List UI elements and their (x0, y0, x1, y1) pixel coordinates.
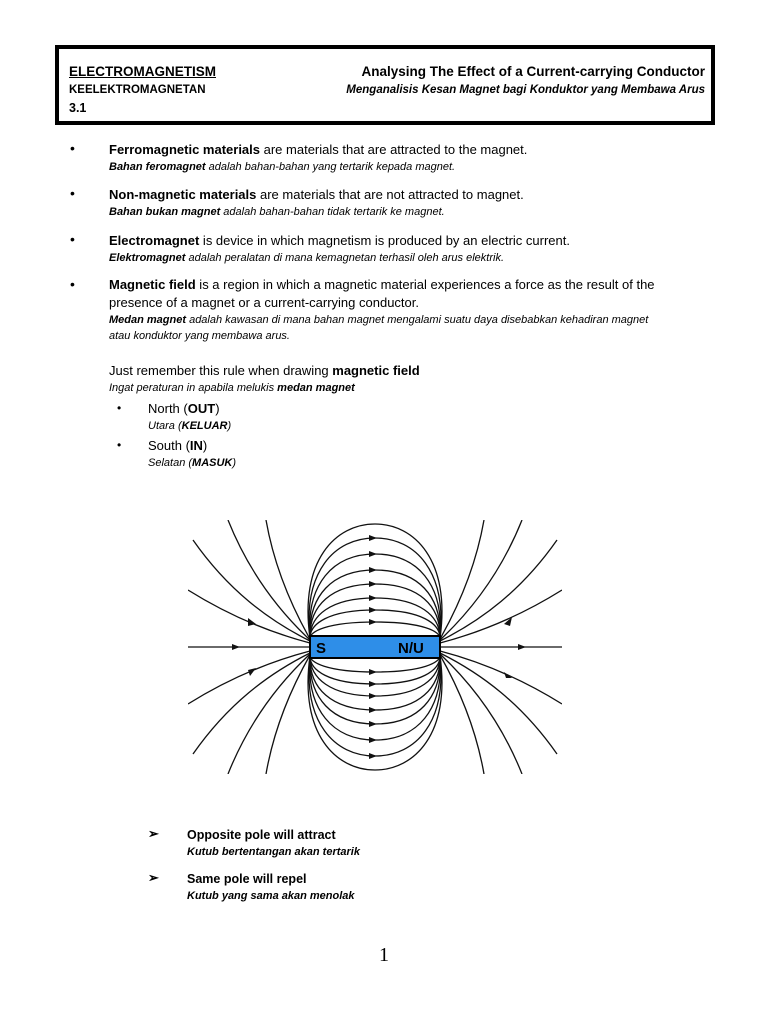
definition-text: are materials that are attracted to the magnet. (260, 142, 528, 157)
definition-text-my: adalah kawasan di mana bahan magnet mengalami suatu daya disebabkan kehadiran magnet atau konduktor yang membawa arus. (109, 314, 649, 342)
definition-electromagnet (109, 232, 689, 266)
bullet-icon: • (70, 276, 75, 292)
rule-intro-my: Ingat peraturan in apabila melukis (109, 382, 278, 394)
bullet-icon: • (70, 140, 75, 156)
term-my: Elektromagnet (109, 252, 186, 264)
rule-text-end: ) (202, 438, 208, 453)
rule-intro: Just remember this rule when drawing (109, 363, 333, 378)
bullet-icon: • (70, 185, 75, 201)
rule-bold-my: MASUK (192, 457, 233, 469)
rule-text-end: ) (215, 401, 220, 416)
term-my: Bahan feromagnet (109, 161, 206, 173)
term: Non-magnetic materials (109, 187, 257, 202)
rule-south (148, 437, 236, 471)
rule-intro-bold: magnetic field (332, 363, 420, 378)
term: Magnetic field (109, 277, 196, 292)
header-box (55, 45, 715, 125)
south-pole-label: S (316, 640, 327, 657)
rule-bold: IN (189, 438, 203, 453)
rule-text-my-end: ) (227, 420, 232, 432)
topic-title: ELECTROMAGNETISM (69, 64, 216, 79)
term: Electromagnet (109, 233, 200, 248)
page-number: 1 (379, 944, 389, 966)
definition-text-my: adalah bahan-bahan yang tertarik kepada magnet. (205, 161, 456, 173)
rule-text: North ( (148, 401, 188, 416)
header-left (69, 63, 216, 117)
rule-bold-my: KELUAR (181, 420, 228, 432)
definition-text-my: adalah bahan-bahan tidak tertarik ke magnet. (220, 206, 445, 218)
drawing-rule (109, 362, 420, 396)
rule-text-my-end: ) (232, 457, 237, 469)
lesson-title: Analysing The Effect of a Current-carrying Conductor (361, 64, 705, 79)
rule-text-my: Utara ( (148, 420, 182, 432)
definition-text: is a region in which a magnetic material experiences a force as the result of the presence of a magnet or a current-carrying conductor. (109, 277, 655, 310)
pole-rule-text: Same pole will repel (187, 872, 307, 886)
section-number: 3.1 (69, 101, 87, 115)
pole-rule-text: Opposite pole will attract (187, 828, 336, 842)
rule-bold: OUT (187, 401, 216, 416)
lesson-title-my: Menganalisis Kesan Magnet bagi Konduktor yang Membawa Arus (346, 84, 705, 96)
pole-rule-text-my: Kutub bertentangan akan tertarik (187, 846, 360, 858)
topic-title-my: KEELEKTROMAGNETAN (69, 84, 206, 96)
magnetic-field-diagram (188, 520, 562, 774)
rule-text: South ( (148, 438, 190, 453)
definition-text: are materials that are not attracted to magnet. (256, 187, 524, 202)
definition-text-my: adalah peralatan di mana kemagnetan terhasil oleh arus elektrik. (185, 252, 505, 264)
definition-ferromagnetic (109, 141, 689, 175)
field-lines-svg (188, 520, 562, 774)
definition-text: is device in which magnetism is produced by an electric current. (199, 233, 570, 248)
term-my: Bahan bukan magnet (109, 206, 221, 218)
bullet-icon: • (117, 401, 122, 415)
rule-north (148, 400, 231, 434)
bullet-icon: • (117, 438, 122, 452)
term-my: Medan magnet (109, 314, 187, 326)
definition-magnetic-field (109, 276, 669, 344)
pole-rule-text-my: Kutub yang sama akan menolak (187, 890, 355, 902)
bullet-icon: • (70, 231, 75, 247)
arrow-bullet-icon: ➢ (148, 826, 159, 841)
arrow-bullet-icon: ➢ (148, 870, 159, 885)
term: Ferromagnetic materials (109, 142, 261, 157)
rule-intro-my-bold: medan magnet (277, 382, 355, 394)
definition-non-magnetic (109, 186, 689, 220)
north-pole-label: N/U (398, 640, 424, 657)
header-right (346, 63, 705, 99)
rule-text-my: Selatan ( (148, 457, 193, 469)
